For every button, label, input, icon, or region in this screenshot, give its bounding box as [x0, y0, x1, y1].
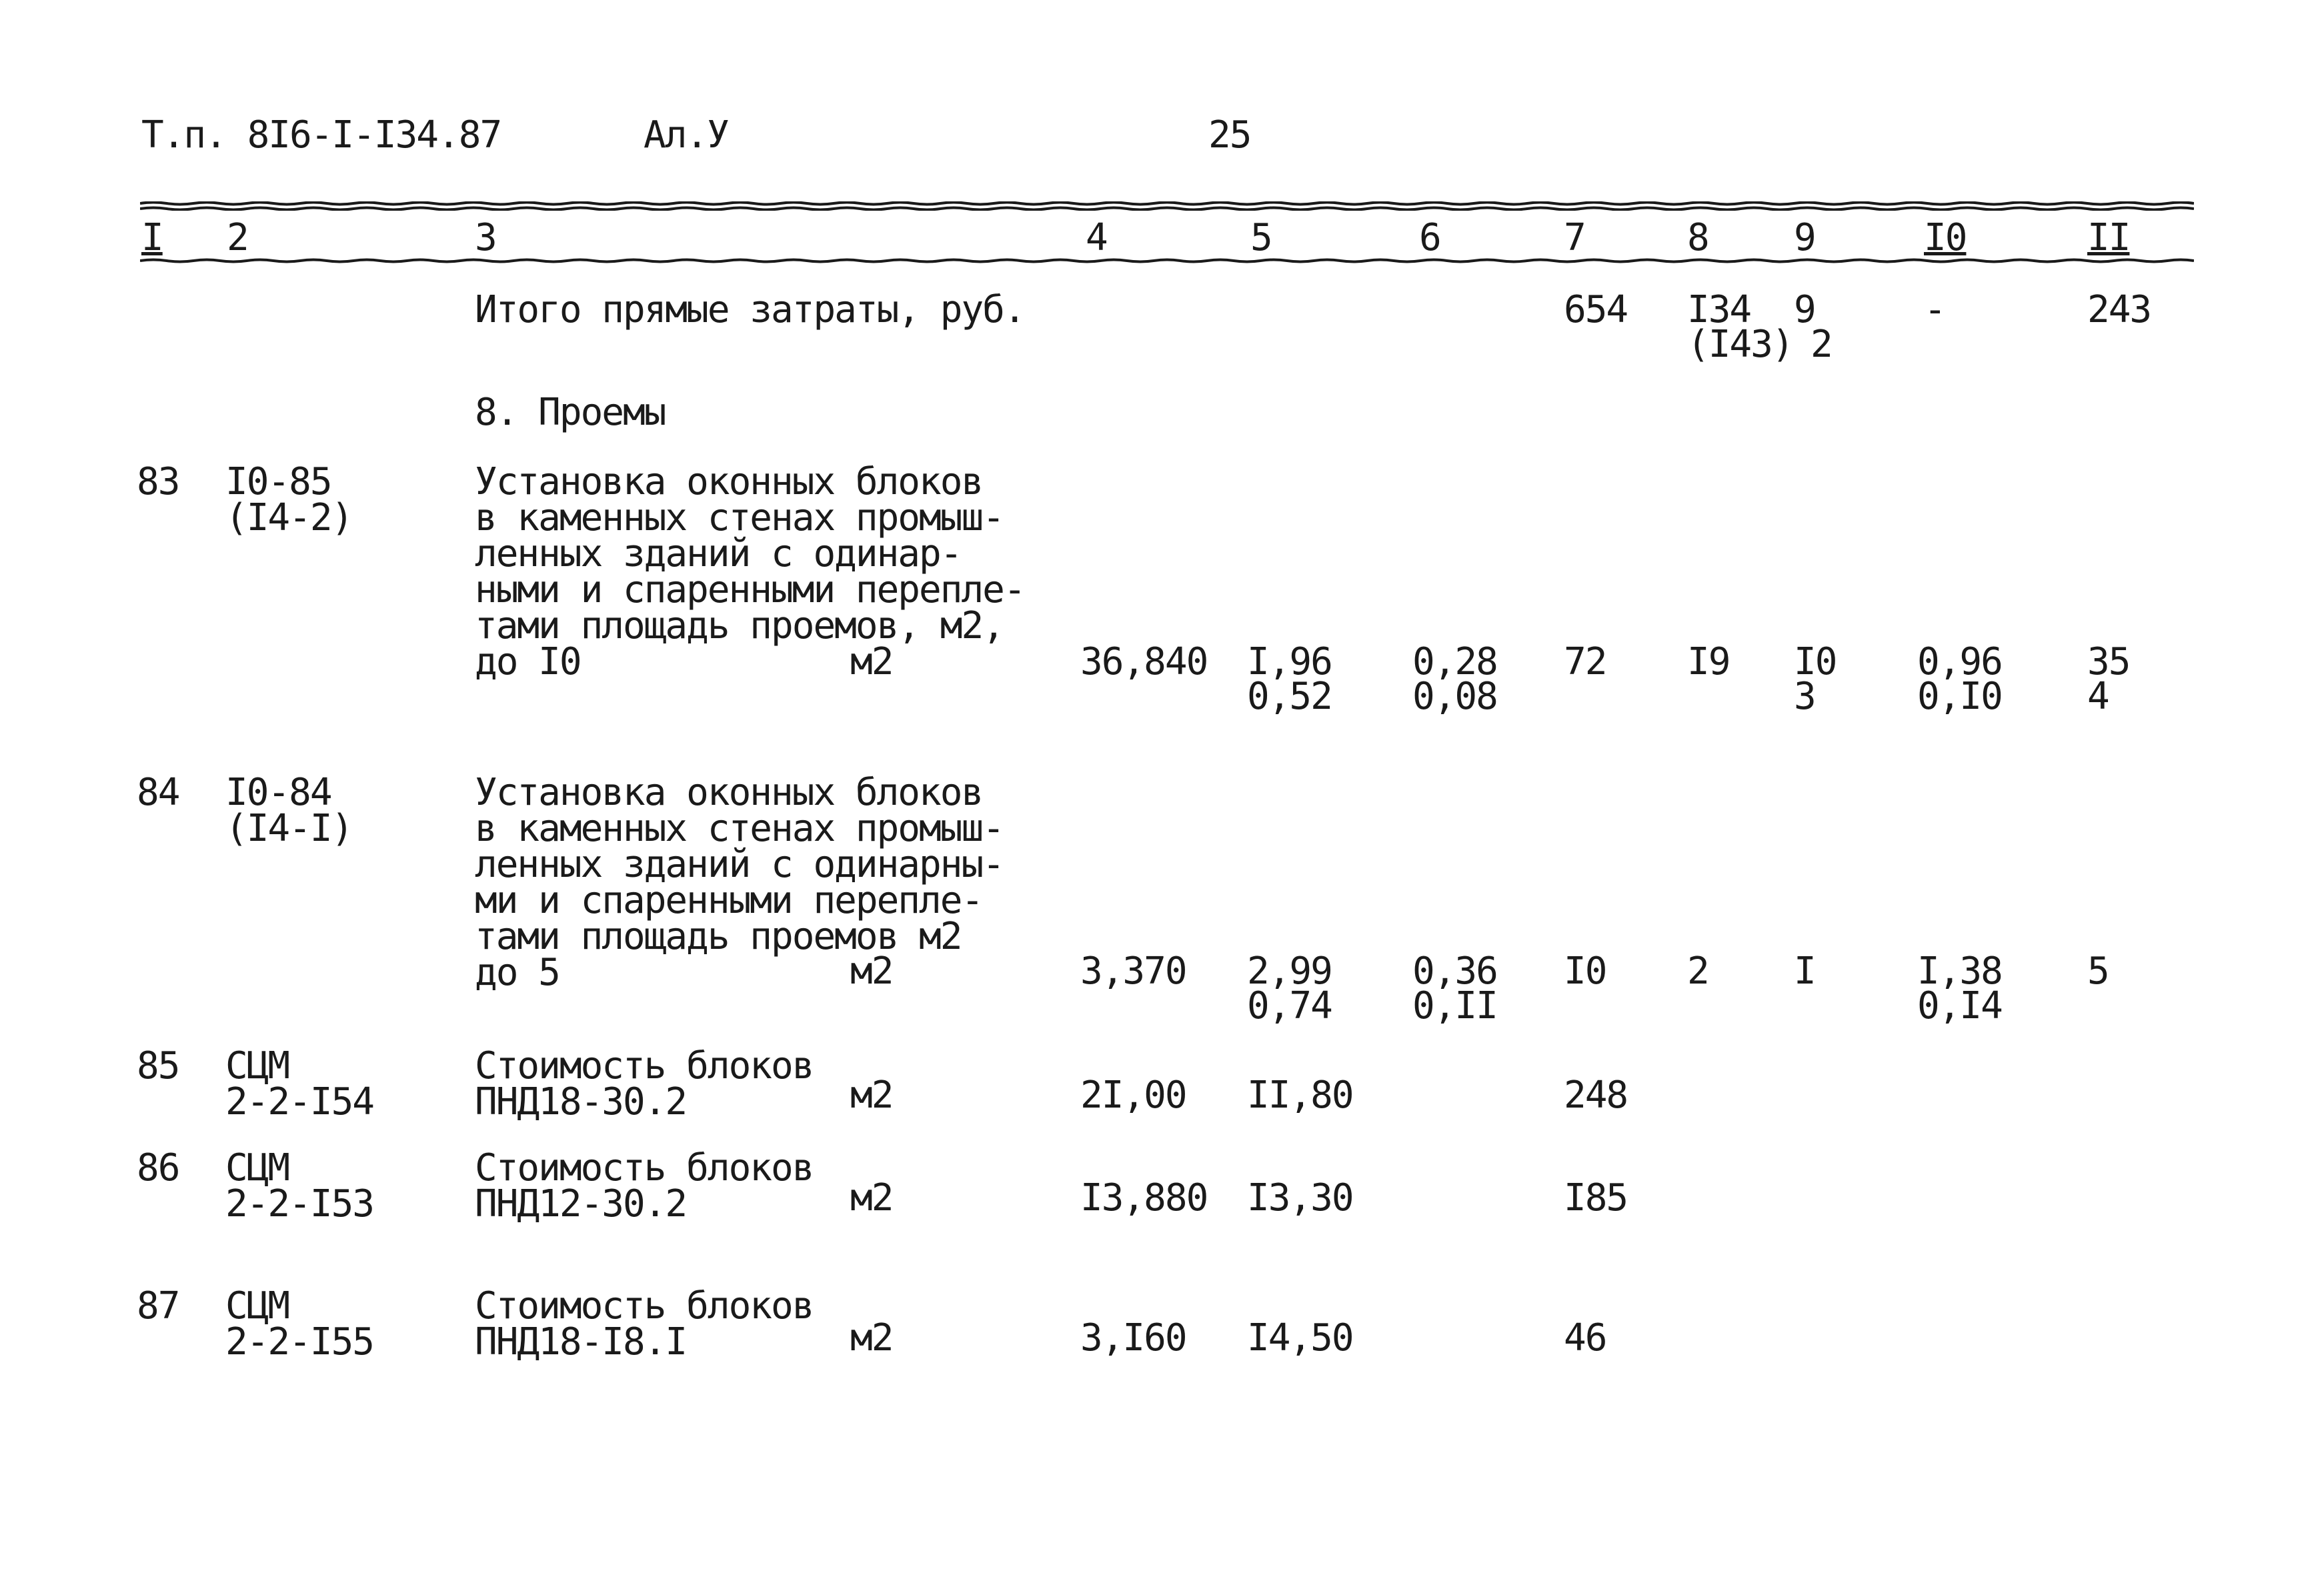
row-83-col11-sub: 4: [2087, 675, 2109, 718]
row-83-code-line: I0-85: [225, 460, 331, 503]
column-header-1: I: [141, 216, 163, 259]
description-line: тами площадь проемов, м2,: [475, 604, 1004, 647]
column-header-11: II: [2087, 216, 2130, 259]
row-84-code: [225, 771, 353, 850]
document-code: Т.п. 8I6-I-I34.87: [141, 113, 501, 157]
row-86-code-line: СЦМ: [225, 1146, 289, 1190]
row-84-col6-sub: 0,II: [1412, 984, 1497, 1028]
description-line: Стоимость блоков: [475, 1044, 814, 1088]
row-83-col7: 72: [1564, 640, 1606, 683]
description-line: Установка оконных блоков: [475, 771, 983, 814]
row-83-code-line: (I4-2): [225, 496, 353, 539]
row-85-unit: м2: [850, 1074, 893, 1117]
row-86-description: [475, 1146, 814, 1226]
row-84-col7: I0: [1564, 950, 1606, 993]
description-line: тами площадь проемов м2: [475, 915, 962, 958]
column-header-7: 7: [1564, 216, 1585, 259]
total-row-col10: -: [1924, 288, 1945, 331]
row-84-code-line: (I4-I): [225, 807, 353, 850]
total-row-col8-sub: (I43): [1687, 323, 1793, 366]
row-83-col10-sub: 0,I0: [1917, 675, 2002, 718]
total-row-col9-sub: 2: [1811, 323, 1832, 366]
description-line: Установка оконных блоков: [475, 460, 983, 503]
row-84-col11: 5: [2087, 950, 2109, 993]
row-86-code: [225, 1146, 374, 1226]
row-85-code-line: 2-2-I54: [225, 1080, 374, 1124]
row-84-col10-sub: 0,I4: [1917, 984, 2002, 1028]
row-86-unit: м2: [850, 1176, 893, 1220]
row-87-code: [225, 1284, 374, 1364]
row-86-col4: I3,880: [1080, 1176, 1208, 1220]
row-83-col9-sub: 3: [1794, 675, 1815, 718]
row-83-col8: I9: [1687, 640, 1730, 683]
row-83-col5: I,96: [1247, 640, 1332, 683]
row-87-description: [475, 1284, 814, 1364]
total-row-col8: I34: [1687, 288, 1751, 331]
description-line: до I0: [475, 640, 581, 683]
row-83-col10: 0,96: [1917, 640, 2002, 683]
description-line: ленных зданий с одинар-: [475, 532, 962, 575]
row-86-number: 86: [137, 1146, 179, 1190]
row-87-col4: 3,I60: [1080, 1316, 1186, 1360]
description-line: ПНД12-30.2: [475, 1182, 687, 1226]
row-86-col7: I85: [1564, 1176, 1628, 1220]
table-header-bottom-rule: [140, 256, 2194, 265]
table-top-double-rule: [140, 201, 2194, 211]
row-84-number: 84: [137, 771, 179, 814]
row-83-number: 83: [137, 460, 179, 503]
row-84-col8: 2: [1687, 950, 1708, 993]
row-84-unit: м2: [850, 950, 893, 993]
album-label: Ал.У: [644, 113, 728, 157]
row-85-code: [225, 1044, 374, 1124]
row-84-col10: I,38: [1917, 950, 2002, 993]
total-row-col11: 243: [2087, 288, 2151, 331]
row-84-code-line: I0-84: [225, 771, 331, 814]
row-87-code-line: 2-2-I55: [225, 1320, 374, 1364]
description-line: ПНД18-I8.I: [475, 1320, 687, 1364]
description-line: до 5: [475, 951, 559, 994]
row-83-col11: 35: [2087, 640, 2130, 683]
row-84-description: [475, 771, 1004, 994]
column-header-5: 5: [1250, 216, 1272, 259]
column-header-4: 4: [1086, 216, 1107, 259]
total-row-col9: 9: [1794, 288, 1815, 331]
row-83-unit: м2: [850, 640, 893, 683]
row-83-col4: 36,840: [1080, 640, 1208, 683]
description-line: ными и спаренными перепле-: [475, 568, 1025, 611]
row-87-col7: 46: [1564, 1316, 1606, 1360]
row-85-code-line: СЦМ: [225, 1044, 289, 1088]
description-line: в каменных стенах промыш-: [475, 807, 1004, 850]
total-row-col7: 654: [1564, 288, 1628, 331]
row-87-col5: I4,50: [1247, 1316, 1353, 1360]
column-header-10: I0: [1924, 216, 1967, 259]
column-header-8: 8: [1687, 216, 1708, 259]
row-83-col6-sub: 0,08: [1412, 675, 1497, 718]
row-83-description: [475, 460, 1025, 683]
section-title: 8. Проемы: [475, 391, 666, 434]
column-header-2: 2: [227, 216, 248, 259]
description-line: ми и спаренными перепле-: [475, 879, 983, 922]
row-87-number: 87: [137, 1284, 179, 1328]
row-83-col5-sub: 0,52: [1247, 675, 1332, 718]
page-number: 25: [1208, 113, 1251, 157]
row-84-col6: 0,36: [1412, 950, 1497, 993]
description-line: Стоимость блоков: [475, 1146, 814, 1190]
row-84-col4: 3,370: [1080, 950, 1186, 993]
row-83-code: [225, 460, 353, 539]
column-header-6: 6: [1419, 216, 1440, 259]
row-84-col5-sub: 0,74: [1247, 984, 1332, 1028]
description-line: ленных зданий с одинарны-: [475, 843, 1004, 886]
row-87-unit: м2: [850, 1316, 893, 1360]
description-line: в каменных стенах промыш-: [475, 496, 1004, 539]
column-header-9: 9: [1794, 216, 1815, 259]
row-85-col4: 2I,00: [1080, 1074, 1186, 1117]
total-row-label: Итого прямые затраты, руб.: [475, 288, 1025, 331]
description-line: ПНД18-30.2: [475, 1080, 687, 1124]
row-84-col9: I: [1794, 950, 1815, 993]
row-85-description: [475, 1044, 814, 1124]
row-85-number: 85: [137, 1044, 179, 1088]
row-83-col6: 0,28: [1412, 640, 1497, 683]
description-line: Стоимость блоков: [475, 1284, 814, 1328]
column-header-3: 3: [475, 216, 496, 259]
row-84-col5: 2,99: [1247, 950, 1332, 993]
row-87-code-line: СЦМ: [225, 1284, 289, 1328]
row-85-col5: II,80: [1247, 1074, 1353, 1117]
row-83-col9: I0: [1794, 640, 1837, 683]
row-86-code-line: 2-2-I53: [225, 1182, 374, 1226]
row-85-col7: 248: [1564, 1074, 1628, 1117]
row-86-col5: I3,30: [1247, 1176, 1353, 1220]
